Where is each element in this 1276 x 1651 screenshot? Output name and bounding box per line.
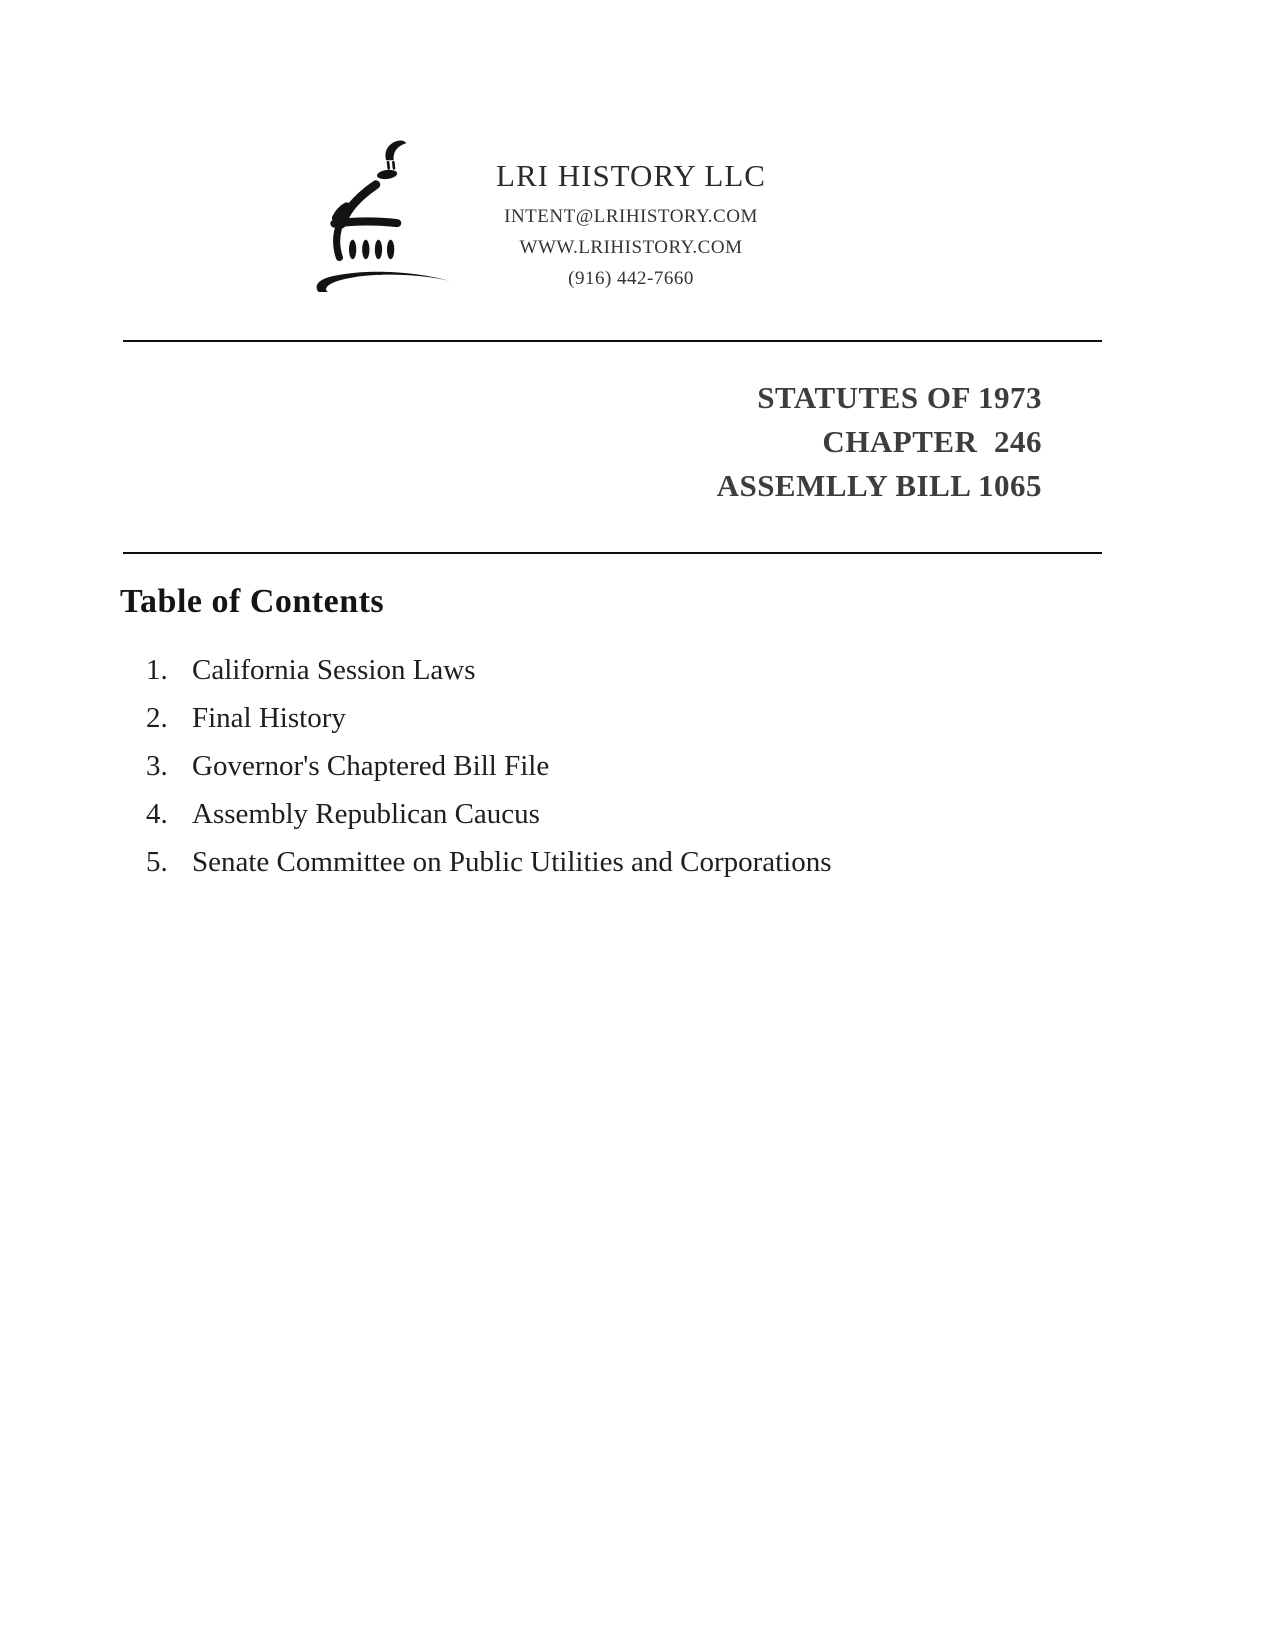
letterhead xyxy=(468,158,794,294)
toc-item-label: California Session Laws xyxy=(192,654,476,686)
company-phone: (916) 442-7660 xyxy=(568,268,694,289)
company-website: WWW.LRIHISTORY.COM xyxy=(519,237,743,258)
horizontal-rule-bottom xyxy=(123,552,1102,554)
toc-item-label: Final History xyxy=(192,702,346,734)
company-name: LRI HISTORY LLC xyxy=(496,158,766,193)
capitol-dome-logo-icon xyxy=(306,138,456,292)
toc-item-label: Senate Committee on Public Utilities and Corporations xyxy=(192,846,832,878)
toc-item xyxy=(146,838,832,886)
company-email: INTENT@LRIHISTORY.COM xyxy=(504,206,758,227)
statutes-line: STATUTES OF 1973 xyxy=(757,380,1042,415)
toc-item-label: Governor's Chaptered Bill File xyxy=(192,750,550,782)
toc-item-label: Assembly Republican Caucus xyxy=(192,798,540,830)
toc-item xyxy=(146,742,832,790)
toc-item-number: 1. xyxy=(146,654,168,686)
toc-item xyxy=(146,694,832,742)
horizontal-rule-top xyxy=(123,340,1102,342)
toc-list xyxy=(146,646,832,886)
statute-reference-block xyxy=(717,376,1042,508)
toc-item-number: 5. xyxy=(146,846,168,878)
toc-item-number: 2. xyxy=(146,702,168,734)
toc-item-number: 3. xyxy=(146,750,168,782)
toc-heading: Table of Contents xyxy=(120,583,385,620)
toc-item xyxy=(146,646,832,694)
toc-item-number: 4. xyxy=(146,798,168,830)
toc-item xyxy=(146,790,832,838)
assembly-bill-line: ASSEMLLY BILL 1065 xyxy=(716,468,1042,503)
chapter-line: CHAPTER 246 xyxy=(822,424,1042,459)
